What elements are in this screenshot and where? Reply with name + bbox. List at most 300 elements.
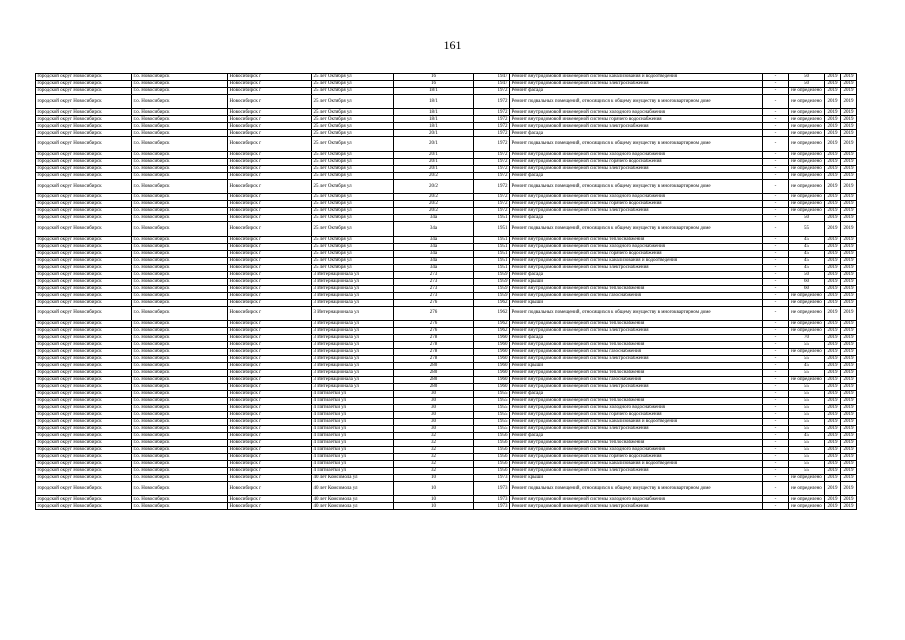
cell-dash: - xyxy=(763,376,789,383)
cell-settlement: г.о. Новосибирск xyxy=(132,123,228,130)
cell-municipality: городской округ Новосибирск xyxy=(36,355,132,362)
cell-value: 55 xyxy=(789,453,825,460)
table-body xyxy=(36,74,857,510)
cell-street: 25 лет Октября ул xyxy=(312,158,394,165)
cell-municipality: городской округ Новосибирск xyxy=(36,116,132,123)
cell-value: 55 xyxy=(789,404,825,411)
cell-city: Новосибирск г xyxy=(228,467,312,474)
table-row xyxy=(36,95,857,109)
cell-year-built: 1951 xyxy=(474,243,510,250)
cell-dash: - xyxy=(763,418,789,425)
cell-city: Новосибирск г xyxy=(228,503,312,510)
cell-municipality: городской округ Новосибирск xyxy=(36,439,132,446)
cell-municipality: городской округ Новосибирск xyxy=(36,299,132,306)
cell-dash: - xyxy=(763,362,789,369)
cell-year-from: 2019 xyxy=(825,425,841,432)
table-row xyxy=(36,362,857,369)
cell-year-built: 1951 xyxy=(474,215,510,222)
cell-year-to: 2019 xyxy=(841,460,857,467)
cell-house-number: 30 xyxy=(394,390,474,397)
cell-settlement: г.о. Новосибирск xyxy=(132,467,228,474)
cell-municipality: городской округ Новосибирск xyxy=(36,215,132,222)
cell-house-number: 32 xyxy=(394,453,474,460)
cell-street: 40 лет Комсомола ул xyxy=(312,496,394,503)
cell-city: Новосибирск г xyxy=(228,320,312,327)
cell-street: 25 лет Октября ул xyxy=(312,236,394,243)
cell-work-type: Ремонт фасада xyxy=(510,390,763,397)
cell-street: 25 лет Октября ул xyxy=(312,88,394,95)
cell-year-to: 2019 xyxy=(841,172,857,179)
cell-municipality: городской округ Новосибирск xyxy=(36,460,132,467)
cell-work-type: Ремонт подвальных помещений, относящихся к общему имуществу в многоквартирном доме xyxy=(510,137,763,151)
cell-value: 55 xyxy=(789,369,825,376)
cell-value: 55 xyxy=(789,460,825,467)
cell-year-from: 2019 xyxy=(825,496,841,503)
cell-work-type: Ремонт фасада xyxy=(510,334,763,341)
cell-value: 45 xyxy=(789,243,825,250)
cell-settlement: г.о. Новосибирск xyxy=(132,215,228,222)
cell-year-built: 1973 xyxy=(474,496,510,503)
cell-house-number: 20/2 xyxy=(394,172,474,179)
cell-year-built: 1959 xyxy=(474,292,510,299)
cell-year-to: 2019 xyxy=(841,208,857,215)
cell-municipality: городской округ Новосибирск xyxy=(36,348,132,355)
cell-house-number: 20/1 xyxy=(394,137,474,151)
cell-house-number: 10 xyxy=(394,474,474,481)
cell-year-from: 2019 xyxy=(825,95,841,109)
cell-settlement: г.о. Новосибирск xyxy=(132,418,228,425)
cell-value: 60 xyxy=(789,285,825,292)
cell-city: Новосибирск г xyxy=(228,264,312,271)
cell-house-number: 18/1 xyxy=(394,88,474,95)
cell-settlement: г.о. Новосибирск xyxy=(132,243,228,250)
cell-city: Новосибирск г xyxy=(228,257,312,264)
table-row xyxy=(36,432,857,439)
cell-dash: - xyxy=(763,201,789,208)
cell-year-built: 1972 xyxy=(474,208,510,215)
cell-house-number: 32 xyxy=(394,467,474,474)
cell-year-to: 2019 xyxy=(841,404,857,411)
cell-dash: - xyxy=(763,334,789,341)
table-row xyxy=(36,348,857,355)
cell-year-built: 1960 xyxy=(474,334,510,341)
cell-year-from: 2019 xyxy=(825,74,841,81)
cell-year-from: 2019 xyxy=(825,460,841,467)
cell-value: не определено xyxy=(789,503,825,510)
cell-value: не определено xyxy=(789,109,825,116)
cell-year-to: 2019 xyxy=(841,503,857,510)
cell-street: 25 лет Октября ул xyxy=(312,208,394,215)
cell-settlement: г.о. Новосибирск xyxy=(132,194,228,201)
cell-year-built: 1972 xyxy=(474,172,510,179)
cell-street: 25 лет Октября ул xyxy=(312,74,394,81)
table-row xyxy=(36,278,857,285)
cell-dash: - xyxy=(763,481,789,495)
cell-municipality: городской округ Новосибирск xyxy=(36,208,132,215)
cell-municipality: городской округ Новосибирск xyxy=(36,257,132,264)
cell-year-from: 2019 xyxy=(825,158,841,165)
cell-house-number: 278 xyxy=(394,341,474,348)
cell-year-from: 2019 xyxy=(825,453,841,460)
cell-street: 40 лет Комсомола ул xyxy=(312,503,394,510)
cell-year-to: 2019 xyxy=(841,481,857,495)
cell-settlement: г.о. Новосибирск xyxy=(132,130,228,137)
cell-settlement: г.о. Новосибирск xyxy=(132,481,228,495)
cell-work-type: Ремонт внутридомовой инженерной системы электроснабжения xyxy=(510,503,763,510)
cell-settlement: г.о. Новосибирск xyxy=(132,474,228,481)
table-row xyxy=(36,460,857,467)
cell-year-to: 2019 xyxy=(841,334,857,341)
cell-city: Новосибирск г xyxy=(228,348,312,355)
cell-work-type: Ремонт внутридомовой инженерной системы теплоснабжения xyxy=(510,285,763,292)
cell-year-from: 2019 xyxy=(825,257,841,264)
cell-year-from: 2019 xyxy=(825,278,841,285)
cell-year-built: 1956 xyxy=(474,460,510,467)
cell-city: Новосибирск г xyxy=(228,116,312,123)
cell-municipality: городской округ Новосибирск xyxy=(36,130,132,137)
cell-dash: - xyxy=(763,123,789,130)
table-row xyxy=(36,123,857,130)
cell-city: Новосибирск г xyxy=(228,123,312,130)
cell-work-type: Ремонт фасада xyxy=(510,271,763,278)
table-row xyxy=(36,88,857,95)
cell-street: 4 Пятилетки ул xyxy=(312,425,394,432)
table-row xyxy=(36,264,857,271)
cell-year-to: 2019 xyxy=(841,496,857,503)
cell-value: 70 xyxy=(789,334,825,341)
cell-city: Новосибирск г xyxy=(228,425,312,432)
cell-dash: - xyxy=(763,95,789,109)
cell-year-to: 2019 xyxy=(841,215,857,222)
cell-value: 55 xyxy=(789,467,825,474)
table-row xyxy=(36,74,857,81)
cell-municipality: городской округ Новосибирск xyxy=(36,453,132,460)
cell-year-to: 2019 xyxy=(841,236,857,243)
cell-settlement: г.о. Новосибирск xyxy=(132,74,228,81)
table-row xyxy=(36,151,857,158)
cell-house-number: 34а xyxy=(394,257,474,264)
cell-municipality: городской округ Новосибирск xyxy=(36,243,132,250)
cell-dash: - xyxy=(763,306,789,320)
cell-street: 25 лет Октября ул xyxy=(312,137,394,151)
cell-dash: - xyxy=(763,271,789,278)
cell-settlement: г.о. Новосибирск xyxy=(132,299,228,306)
cell-settlement: г.о. Новосибирск xyxy=(132,95,228,109)
cell-value: не определено xyxy=(789,376,825,383)
cell-year-to: 2019 xyxy=(841,376,857,383)
cell-settlement: г.о. Новосибирск xyxy=(132,503,228,510)
cell-year-to: 2019 xyxy=(841,116,857,123)
cell-value: 55 xyxy=(789,418,825,425)
cell-dash: - xyxy=(763,503,789,510)
cell-house-number: 273 xyxy=(394,278,474,285)
cell-work-type: Ремонт внутридомовой инженерной системы электроснабжения xyxy=(510,208,763,215)
table-row xyxy=(36,474,857,481)
cell-work-type: Ремонт фасада xyxy=(510,215,763,222)
cell-house-number: 30 xyxy=(394,411,474,418)
cell-street: 25 лет Октября ул xyxy=(312,130,394,137)
cell-work-type: Ремонт крыши xyxy=(510,278,763,285)
cell-year-to: 2019 xyxy=(841,123,857,130)
cell-year-built: 1972 xyxy=(474,201,510,208)
table-row xyxy=(36,299,857,306)
cell-year-built: 1960 xyxy=(474,348,510,355)
cell-year-to: 2019 xyxy=(841,81,857,88)
cell-municipality: городской округ Новосибирск xyxy=(36,222,132,236)
cell-settlement: г.о. Новосибирск xyxy=(132,264,228,271)
cell-city: Новосибирск г xyxy=(228,81,312,88)
cell-municipality: городской округ Новосибирск xyxy=(36,503,132,510)
table-row xyxy=(36,179,857,193)
cell-year-built: 1951 xyxy=(474,236,510,243)
cell-year-from: 2019 xyxy=(825,334,841,341)
cell-city: Новосибирск г xyxy=(228,376,312,383)
cell-house-number: 273 xyxy=(394,292,474,299)
cell-city: Новосибирск г xyxy=(228,432,312,439)
cell-year-built: 1972 xyxy=(474,116,510,123)
table-row xyxy=(36,208,857,215)
cell-settlement: г.о. Новосибирск xyxy=(132,236,228,243)
cell-dash: - xyxy=(763,285,789,292)
cell-house-number: 273 xyxy=(394,271,474,278)
cell-street: 3 Интернационала ул xyxy=(312,292,394,299)
cell-street: 4 Пятилетки ул xyxy=(312,418,394,425)
cell-year-built: 1960 xyxy=(474,376,510,383)
cell-street: 25 лет Октября ул xyxy=(312,250,394,257)
cell-year-to: 2019 xyxy=(841,95,857,109)
cell-municipality: городской округ Новосибирск xyxy=(36,474,132,481)
cell-year-from: 2019 xyxy=(825,172,841,179)
cell-value: не определено xyxy=(789,172,825,179)
cell-year-built: 1973 xyxy=(474,481,510,495)
cell-year-from: 2019 xyxy=(825,299,841,306)
cell-settlement: г.о. Новосибирск xyxy=(132,81,228,88)
cell-settlement: г.о. Новосибирск xyxy=(132,208,228,215)
cell-year-built: 1972 xyxy=(474,158,510,165)
cell-work-type: Ремонт фасада xyxy=(510,172,763,179)
cell-city: Новосибирск г xyxy=(228,299,312,306)
cell-year-to: 2019 xyxy=(841,222,857,236)
cell-settlement: г.о. Новосибирск xyxy=(132,411,228,418)
table-row xyxy=(36,425,857,432)
cell-year-built: 1960 xyxy=(474,355,510,362)
cell-city: Новосибирск г xyxy=(228,285,312,292)
cell-municipality: городской округ Новосибирск xyxy=(36,418,132,425)
cell-dash: - xyxy=(763,397,789,404)
cell-value: не определено xyxy=(789,320,825,327)
cell-settlement: г.о. Новосибирск xyxy=(132,369,228,376)
cell-municipality: городской округ Новосибирск xyxy=(36,250,132,257)
cell-house-number: 18/1 xyxy=(394,123,474,130)
cell-municipality: городской округ Новосибирск xyxy=(36,137,132,151)
cell-city: Новосибирск г xyxy=(228,474,312,481)
cell-dash: - xyxy=(763,446,789,453)
cell-work-type: Ремонт внутридомовой инженерной системы электроснабжения xyxy=(510,467,763,474)
cell-street: 3 Интернационала ул xyxy=(312,376,394,383)
cell-year-built: 1951 xyxy=(474,257,510,264)
table-row xyxy=(36,81,857,88)
cell-year-built: 1960 xyxy=(474,362,510,369)
cell-house-number: 280 xyxy=(394,383,474,390)
cell-work-type: Ремонт внутридомовой инженерной системы электроснабжения xyxy=(510,123,763,130)
cell-year-to: 2019 xyxy=(841,355,857,362)
cell-work-type: Ремонт внутридомовой инженерной системы теплоснабжения xyxy=(510,369,763,376)
cell-value: не определено xyxy=(789,474,825,481)
cell-settlement: г.о. Новосибирск xyxy=(132,404,228,411)
cell-work-type: Ремонт внутридомовой инженерной системы канализования и водоотведения xyxy=(510,418,763,425)
cell-municipality: городской округ Новосибирск xyxy=(36,109,132,116)
cell-settlement: г.о. Новосибирск xyxy=(132,137,228,151)
cell-city: Новосибирск г xyxy=(228,243,312,250)
cell-house-number: 30 xyxy=(394,418,474,425)
table-row xyxy=(36,320,857,327)
cell-value: 55 xyxy=(789,446,825,453)
cell-value: не определено xyxy=(789,95,825,109)
cell-street: 3 Интернационала ул xyxy=(312,285,394,292)
cell-city: Новосибирск г xyxy=(228,109,312,116)
cell-year-from: 2019 xyxy=(825,179,841,193)
table-row xyxy=(36,172,857,179)
cell-year-to: 2019 xyxy=(841,341,857,348)
cell-street: 3 Интернационала ул xyxy=(312,355,394,362)
cell-street: 25 лет Октября ул xyxy=(312,172,394,179)
cell-street: 4 Пятилетки ул xyxy=(312,446,394,453)
cell-city: Новосибирск г xyxy=(228,95,312,109)
cell-work-type: Ремонт внутридомовой инженерной системы холодного водоснабжения xyxy=(510,151,763,158)
cell-year-to: 2019 xyxy=(841,383,857,390)
cell-dash: - xyxy=(763,299,789,306)
cell-settlement: г.о. Новосибирск xyxy=(132,172,228,179)
cell-dash: - xyxy=(763,278,789,285)
cell-settlement: г.о. Новосибирск xyxy=(132,446,228,453)
table-row xyxy=(36,411,857,418)
capital-repair-register-table xyxy=(35,73,857,510)
cell-year-built: 1972 xyxy=(474,165,510,172)
cell-settlement: г.о. Новосибирск xyxy=(132,165,228,172)
cell-settlement: г.о. Новосибирск xyxy=(132,425,228,432)
cell-municipality: городской округ Новосибирск xyxy=(36,369,132,376)
cell-municipality: городской округ Новосибирск xyxy=(36,88,132,95)
cell-work-type: Ремонт внутридомовой инженерной системы холодного водоснабжения xyxy=(510,446,763,453)
table-row xyxy=(36,194,857,201)
table-row xyxy=(36,341,857,348)
cell-settlement: г.о. Новосибирск xyxy=(132,109,228,116)
cell-municipality: городской округ Новосибирск xyxy=(36,425,132,432)
table-row xyxy=(36,369,857,376)
cell-street: 40 лет Комсомола ул xyxy=(312,474,394,481)
cell-work-type: Ремонт фасада xyxy=(510,130,763,137)
cell-year-from: 2019 xyxy=(825,320,841,327)
cell-city: Новосибирск г xyxy=(228,397,312,404)
cell-street: 25 лет Октября ул xyxy=(312,222,394,236)
cell-street: 25 лет Октября ул xyxy=(312,264,394,271)
cell-city: Новосибирск г xyxy=(228,355,312,362)
cell-value: не определено xyxy=(789,306,825,320)
table-row xyxy=(36,285,857,292)
cell-year-to: 2019 xyxy=(841,432,857,439)
cell-year-from: 2019 xyxy=(825,439,841,446)
cell-city: Новосибирск г xyxy=(228,481,312,495)
cell-house-number: 276 xyxy=(394,299,474,306)
cell-year-from: 2019 xyxy=(825,327,841,334)
cell-settlement: г.о. Новосибирск xyxy=(132,179,228,193)
cell-year-built: 1959 xyxy=(474,271,510,278)
cell-settlement: г.о. Новосибирск xyxy=(132,376,228,383)
cell-year-to: 2019 xyxy=(841,446,857,453)
cell-street: 25 лет Октября ул xyxy=(312,257,394,264)
cell-year-to: 2019 xyxy=(841,425,857,432)
cell-work-type: Ремонт внутридомовой инженерной системы теплоснабжения xyxy=(510,341,763,348)
cell-year-to: 2019 xyxy=(841,306,857,320)
cell-city: Новосибирск г xyxy=(228,208,312,215)
cell-house-number: 20/1 xyxy=(394,151,474,158)
cell-settlement: г.о. Новосибирск xyxy=(132,222,228,236)
cell-year-to: 2019 xyxy=(841,137,857,151)
cell-house-number: 276 xyxy=(394,320,474,327)
cell-year-from: 2019 xyxy=(825,271,841,278)
cell-municipality: городской округ Новосибирск xyxy=(36,481,132,495)
cell-year-to: 2019 xyxy=(841,264,857,271)
cell-year-built: 1955 xyxy=(474,397,510,404)
cell-house-number: 18/1 xyxy=(394,116,474,123)
cell-street: 25 лет Октября ул xyxy=(312,95,394,109)
cell-year-built: 1947 xyxy=(474,81,510,88)
table-row xyxy=(36,481,857,495)
cell-year-to: 2019 xyxy=(841,257,857,264)
cell-year-from: 2019 xyxy=(825,165,841,172)
cell-street: 25 лет Октября ул xyxy=(312,179,394,193)
cell-value: не определено xyxy=(789,88,825,95)
cell-year-to: 2019 xyxy=(841,299,857,306)
cell-work-type: Ремонт внутридомовой инженерной системы электроснабжения xyxy=(510,165,763,172)
cell-city: Новосибирск г xyxy=(228,222,312,236)
cell-year-from: 2019 xyxy=(825,243,841,250)
cell-dash: - xyxy=(763,467,789,474)
cell-year-from: 2019 xyxy=(825,404,841,411)
cell-street: 25 лет Октября ул xyxy=(312,243,394,250)
cell-city: Новосибирск г xyxy=(228,250,312,257)
cell-year-built: 1973 xyxy=(474,474,510,481)
cell-work-type: Ремонт внутридомовой инженерной системы горячего водоснабжения xyxy=(510,201,763,208)
cell-year-from: 2019 xyxy=(825,446,841,453)
cell-settlement: г.о. Новосибирск xyxy=(132,88,228,95)
cell-year-to: 2019 xyxy=(841,292,857,299)
cell-work-type: Ремонт подвальных помещений, относящихся к общему имуществу в многоквартирном доме xyxy=(510,222,763,236)
cell-municipality: городской округ Новосибирск xyxy=(36,285,132,292)
cell-dash: - xyxy=(763,432,789,439)
cell-year-to: 2019 xyxy=(841,474,857,481)
cell-value: не определено xyxy=(789,292,825,299)
cell-year-built: 1972 xyxy=(474,137,510,151)
cell-year-built: 1956 xyxy=(474,439,510,446)
cell-settlement: г.о. Новосибирск xyxy=(132,341,228,348)
cell-municipality: городской округ Новосибирск xyxy=(36,194,132,201)
cell-dash: - xyxy=(763,257,789,264)
cell-house-number: 20/1 xyxy=(394,130,474,137)
cell-year-built: 1955 xyxy=(474,411,510,418)
cell-settlement: г.о. Новосибирск xyxy=(132,320,228,327)
cell-year-to: 2019 xyxy=(841,165,857,172)
table-row xyxy=(36,355,857,362)
cell-city: Новосибирск г xyxy=(228,306,312,320)
cell-year-from: 2019 xyxy=(825,362,841,369)
cell-dash: - xyxy=(763,369,789,376)
table-row xyxy=(36,327,857,334)
cell-value: 60 xyxy=(789,278,825,285)
cell-value: не определено xyxy=(789,179,825,193)
cell-street: 25 лет Октября ул xyxy=(312,201,394,208)
cell-year-to: 2019 xyxy=(841,151,857,158)
